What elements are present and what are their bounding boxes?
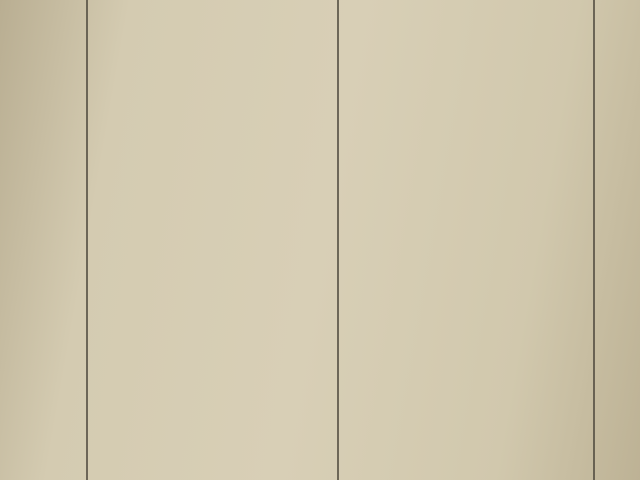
column-rule [593, 0, 595, 480]
column-rule [337, 0, 339, 480]
column-rule [86, 0, 88, 480]
